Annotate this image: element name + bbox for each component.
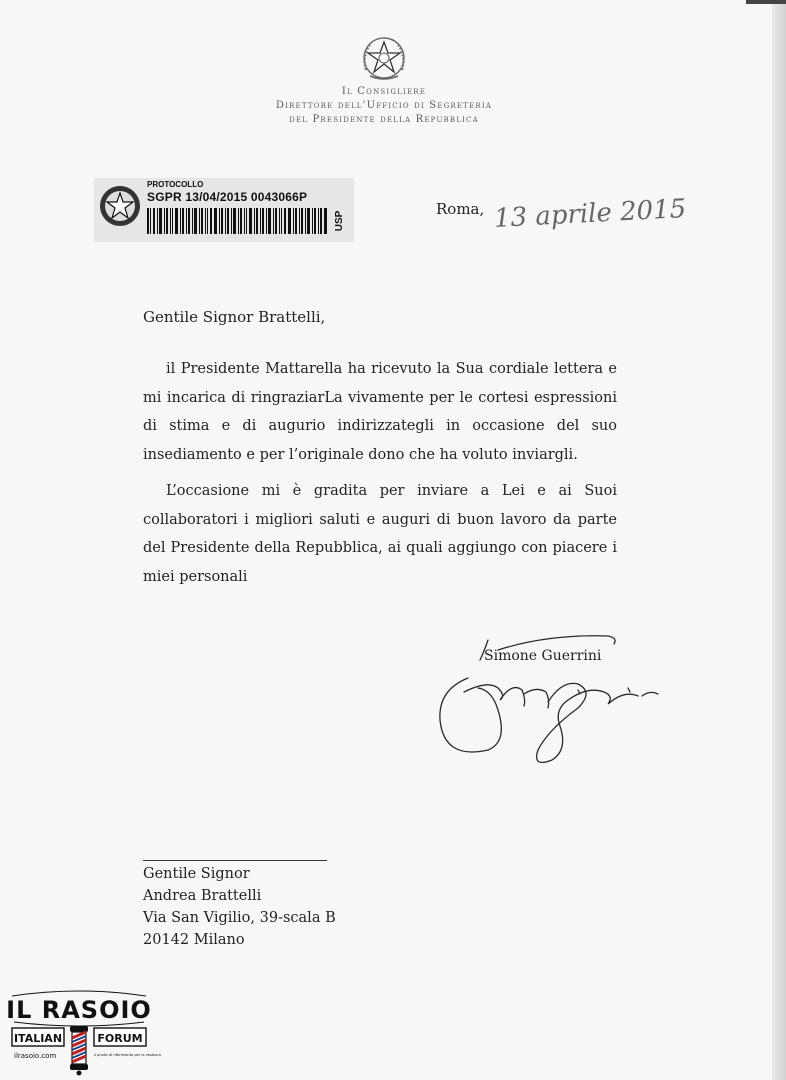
- scan-edge-mark: [746, 0, 786, 4]
- protocol-office: USP: [334, 210, 345, 232]
- address-divider: [143, 860, 327, 861]
- logo-site: ilrasoio.com: [14, 1052, 57, 1060]
- body-paragraph-2: L’occasione mi è gradita per inviare a Lei e ai Suoi collaboratori i migliori saluti e auguri di buon lavoro da parte del Presidente della Repubblica, ai quali aggiungo con piacere i miei personali: [143, 483, 617, 585]
- letterhead-title: Il Consigliere: [341, 86, 427, 97]
- italian-emblem-icon: [358, 30, 410, 82]
- protocol-code: SGPR 13/04/2015 0043066P: [147, 190, 308, 204]
- signature-strokes: [440, 636, 658, 763]
- body-paragraph-1: il Presidente Mattarella ha ricevuto la Sua cordiale lettera e mi incarica di ringraziarLa vivamente per le cortesi espressioni di stima e di augurio indirizzategli in occasione del suo insediamento e per l’originale dono che ha voluto inviargli.: [143, 361, 617, 463]
- logo-right-label: FORUM: [97, 1032, 143, 1045]
- recipient-street: Via San Vigilio, 39-scala B: [143, 910, 336, 926]
- handwritten-date: [490, 186, 700, 236]
- logo-left-label: ITALIAN: [13, 1032, 63, 1045]
- page-edge-shadow: [772, 0, 786, 1080]
- protocol-stamp: [94, 178, 354, 242]
- il-rasoio-logo: [4, 984, 161, 1076]
- recipient-city: 20142 Milano: [143, 932, 245, 948]
- recipient-name: Andrea Brattelli: [143, 888, 262, 904]
- signatory-name: Simone Guerrini: [484, 648, 602, 664]
- handwritten-date-text: 13 aprile 2015: [493, 193, 687, 235]
- handwritten-signature: [428, 630, 668, 770]
- protocol-label: PROTOCOLLO: [147, 180, 204, 189]
- stamp-emblem-icon: [98, 184, 142, 228]
- barcode-icon: [147, 208, 327, 234]
- date-place: Roma,: [436, 200, 485, 218]
- logo-title: IL RASOIO: [6, 996, 152, 1024]
- salutation: Gentile Signor Brattelli,: [143, 308, 326, 326]
- letterhead-office: Direttore dell'Ufficio di Segreteria: [275, 100, 493, 111]
- recipient-greeting: Gentile Signor: [143, 866, 250, 882]
- barber-pole-icon: [70, 1026, 88, 1076]
- logo-tagline: il punto di riferimento per la rasatura: [94, 1053, 161, 1057]
- letterhead-presidency: del Presidente della Repubblica: [289, 114, 479, 125]
